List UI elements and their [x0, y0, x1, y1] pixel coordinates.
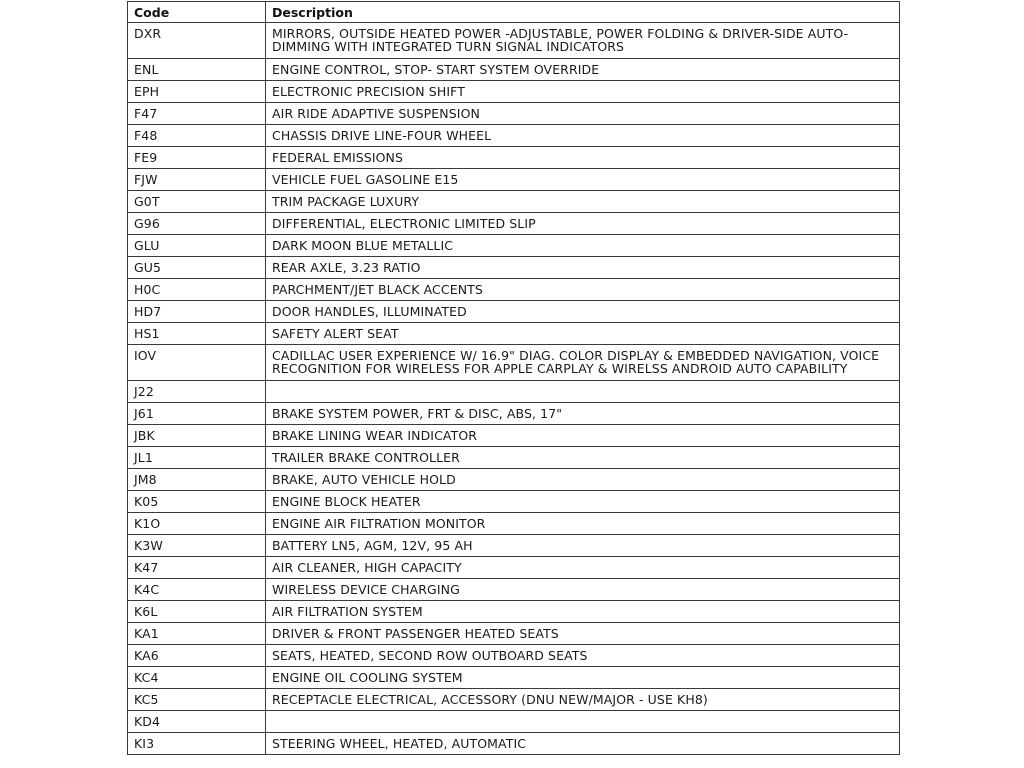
- description-cell: ENGINE CONTROL, STOP- START SYSTEM OVERRIDE: [266, 59, 900, 81]
- table-row: [128, 345, 900, 381]
- description-cell: BRAKE, AUTO VEHICLE HOLD: [266, 469, 900, 491]
- code-cell: K05: [128, 491, 266, 513]
- description-cell: STEERING WHEEL, HEATED, AUTOMATIC: [266, 733, 900, 755]
- table-row: [128, 535, 900, 557]
- description-column-header: Description: [266, 2, 900, 23]
- table-row: [128, 689, 900, 711]
- code-cell: K6L: [128, 601, 266, 623]
- code-cell: HS1: [128, 323, 266, 345]
- code-cell: FE9: [128, 147, 266, 169]
- code-cell: FJW: [128, 169, 266, 191]
- table-row: [128, 491, 900, 513]
- description-cell: BATTERY LN5, AGM, 12V, 95 AH: [266, 535, 900, 557]
- code-cell: KC5: [128, 689, 266, 711]
- table-row: [128, 513, 900, 535]
- table-row: [128, 103, 900, 125]
- description-cell: DRIVER & FRONT PASSENGER HEATED SEATS: [266, 623, 900, 645]
- code-cell: KC4: [128, 667, 266, 689]
- table-header-row: [128, 2, 900, 23]
- code-cell: EPH: [128, 81, 266, 103]
- code-cell: HD7: [128, 301, 266, 323]
- table-row: [128, 425, 900, 447]
- table-row: [128, 169, 900, 191]
- table-row: [128, 81, 900, 103]
- description-cell: [266, 711, 900, 733]
- description-cell: CHASSIS DRIVE LINE-FOUR WHEEL: [266, 125, 900, 147]
- description-cell: ELECTRONIC PRECISION SHIFT: [266, 81, 900, 103]
- table-row: [128, 579, 900, 601]
- table-row: [128, 667, 900, 689]
- code-cell: JM8: [128, 469, 266, 491]
- code-cell: JBK: [128, 425, 266, 447]
- table-row: [128, 235, 900, 257]
- description-cell: CADILLAC USER EXPERIENCE W/ 16.9" DIAG. COLOR DISPLAY & EMBEDDED NAVIGATION, VOICE RECOGNITION FOR WIRELESS FOR APPLE CARPLAY & WIRELSS ANDROID AUTO CAPABILITY: [266, 345, 900, 381]
- description-cell: ENGINE AIR FILTRATION MONITOR: [266, 513, 900, 535]
- table-row: [128, 213, 900, 235]
- description-cell: BRAKE LINING WEAR INDICATOR: [266, 425, 900, 447]
- code-cell: KA6: [128, 645, 266, 667]
- option-codes-table: [127, 1, 900, 755]
- code-cell: JL1: [128, 447, 266, 469]
- description-cell: FEDERAL EMISSIONS: [266, 147, 900, 169]
- code-cell: G96: [128, 213, 266, 235]
- table-row: [128, 711, 900, 733]
- code-cell: GU5: [128, 257, 266, 279]
- description-cell: RECEPTACLE ELECTRICAL, ACCESSORY (DNU NEW/MAJOR - USE KH8): [266, 689, 900, 711]
- description-cell: SEATS, HEATED, SECOND ROW OUTBOARD SEATS: [266, 645, 900, 667]
- description-cell: BRAKE SYSTEM POWER, FRT & DISC, ABS, 17": [266, 403, 900, 425]
- table-row: [128, 257, 900, 279]
- code-cell: H0C: [128, 279, 266, 301]
- table-row: [128, 601, 900, 623]
- description-cell: PARCHMENT/JET BLACK ACCENTS: [266, 279, 900, 301]
- table-row: [128, 645, 900, 667]
- code-cell: F47: [128, 103, 266, 125]
- table-row: [128, 381, 900, 403]
- code-cell: IOV: [128, 345, 266, 381]
- code-cell: KA1: [128, 623, 266, 645]
- table-row: [128, 191, 900, 213]
- code-cell: GLU: [128, 235, 266, 257]
- description-cell: ENGINE BLOCK HEATER: [266, 491, 900, 513]
- description-cell: ENGINE OIL COOLING SYSTEM: [266, 667, 900, 689]
- code-cell: KI3: [128, 733, 266, 755]
- table-row: [128, 323, 900, 345]
- table-row: [128, 147, 900, 169]
- table-row: [128, 59, 900, 81]
- code-column-header: Code: [128, 2, 266, 23]
- code-cell: J22: [128, 381, 266, 403]
- description-cell: DIFFERENTIAL, ELECTRONIC LIMITED SLIP: [266, 213, 900, 235]
- code-cell: F48: [128, 125, 266, 147]
- description-cell: WIRELESS DEVICE CHARGING: [266, 579, 900, 601]
- code-cell: K1O: [128, 513, 266, 535]
- description-cell: TRIM PACKAGE LUXURY: [266, 191, 900, 213]
- description-cell: [266, 381, 900, 403]
- table-row: [128, 733, 900, 755]
- description-cell: AIR RIDE ADAPTIVE SUSPENSION: [266, 103, 900, 125]
- description-cell: DARK MOON BLUE METALLIC: [266, 235, 900, 257]
- description-cell: AIR CLEANER, HIGH CAPACITY: [266, 557, 900, 579]
- table-row: [128, 23, 900, 59]
- table-row: [128, 557, 900, 579]
- code-cell: K3W: [128, 535, 266, 557]
- code-cell: G0T: [128, 191, 266, 213]
- description-cell: MIRRORS, OUTSIDE HEATED POWER -ADJUSTABLE, POWER FOLDING & DRIVER-SIDE AUTO-DIMMING WITH INTEGRATED TURN SIGNAL INDICATORS: [266, 23, 900, 59]
- description-cell: REAR AXLE, 3.23 RATIO: [266, 257, 900, 279]
- table-row: [128, 447, 900, 469]
- code-cell: K4C: [128, 579, 266, 601]
- table-row: [128, 279, 900, 301]
- description-cell: SAFETY ALERT SEAT: [266, 323, 900, 345]
- table-row: [128, 623, 900, 645]
- code-cell: KD4: [128, 711, 266, 733]
- code-cell: J61: [128, 403, 266, 425]
- code-cell: K47: [128, 557, 266, 579]
- table-row: [128, 125, 900, 147]
- table-row: [128, 403, 900, 425]
- description-cell: AIR FILTRATION SYSTEM: [266, 601, 900, 623]
- description-cell: TRAILER BRAKE CONTROLLER: [266, 447, 900, 469]
- description-cell: DOOR HANDLES, ILLUMINATED: [266, 301, 900, 323]
- code-cell: DXR: [128, 23, 266, 59]
- description-cell: VEHICLE FUEL GASOLINE E15: [266, 169, 900, 191]
- table-row: [128, 301, 900, 323]
- code-cell: ENL: [128, 59, 266, 81]
- table-row: [128, 469, 900, 491]
